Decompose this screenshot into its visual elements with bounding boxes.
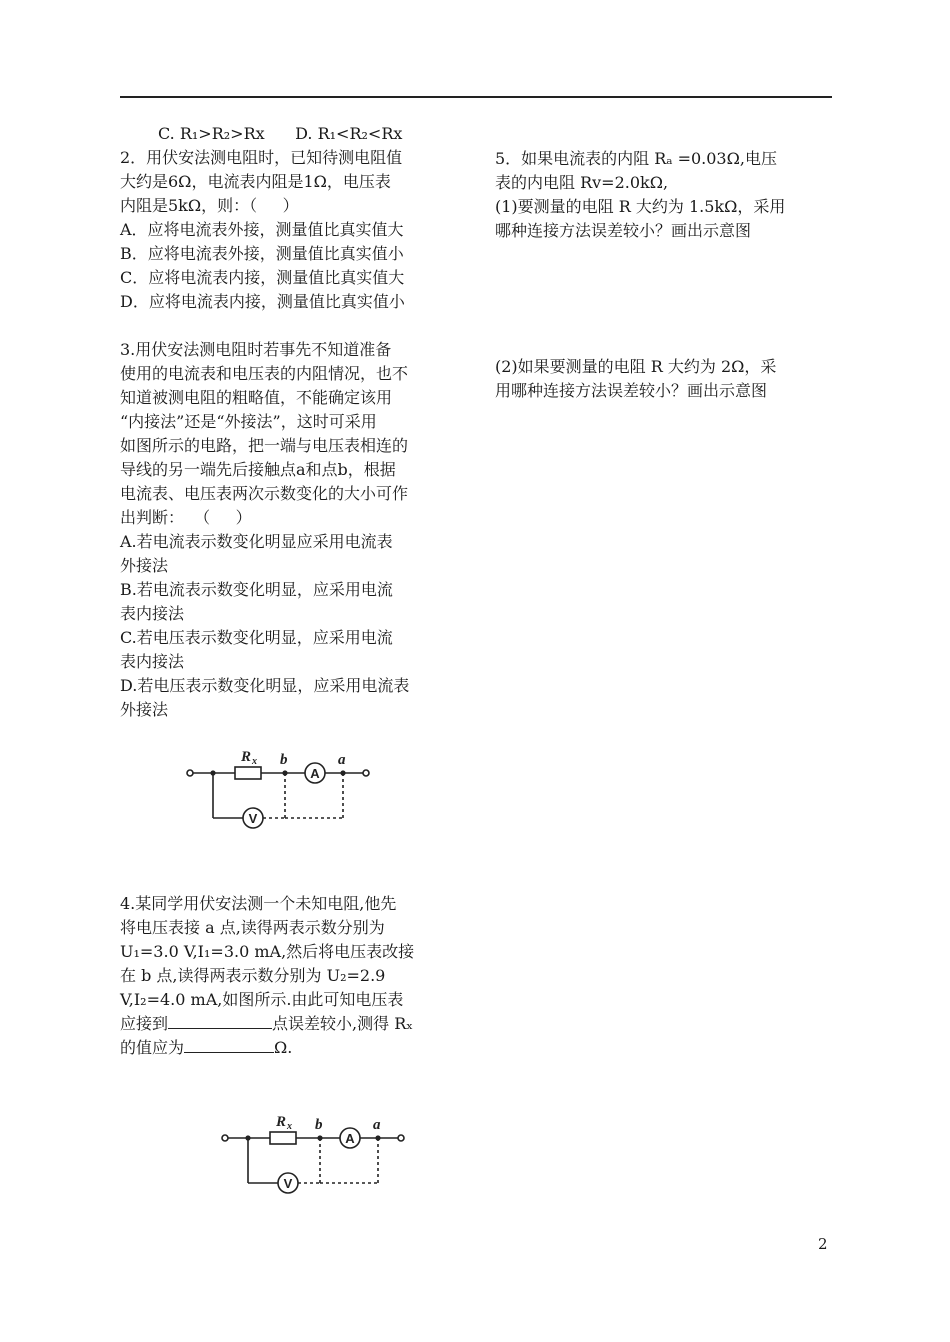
q3-line: 导线的另一端先后接触点a和点b，根据 xyxy=(120,460,396,479)
ammeter-symbol: A xyxy=(345,1131,355,1146)
q3-option: A.若电流表示数变化明显应采用电流表 xyxy=(120,532,393,551)
q4-line: 将电压表接 a 点,读得两表示数分别为 xyxy=(120,918,385,937)
q3-line: “内接法”还是“外接法”，这时可采用 xyxy=(120,412,377,431)
q5-line: 哪种连接方法误差较小？画出示意图 xyxy=(495,221,752,240)
q3-line: 电流表、电压表两次示数变化的大小可作 xyxy=(120,484,409,503)
point-a-label: a xyxy=(338,752,346,768)
resistor-subscript: x xyxy=(252,756,257,767)
point-b-label: b xyxy=(280,752,288,768)
q5-part2-line: (2)如果要测量的电阻 R 大约为 2Ω，采 xyxy=(495,357,777,376)
voltmeter-symbol: V xyxy=(248,811,258,826)
answer-blank-1[interactable] xyxy=(168,1012,272,1029)
q3-option: B.若电流表示数变化明显，应采用电流 xyxy=(120,580,393,599)
circuit-diagram-1 xyxy=(185,745,385,845)
q2-option: B．应将电流表外接，测量值比真实值小 xyxy=(120,244,404,263)
right-column xyxy=(495,147,835,403)
q3-line: 使用的电流表和电压表的内阻情况，也不 xyxy=(120,364,409,383)
q1-options: C. R₁>R₂>Rx D. R₁<R₂<Rx xyxy=(158,124,403,143)
q5-line: 5．如果电流表的内阻 Rₐ =0.03Ω,电压 xyxy=(495,149,777,168)
q3-option: 外接法 xyxy=(120,700,169,719)
q3-option: C.若电压表示数变化明显，应采用电流 xyxy=(120,628,393,647)
header-rule xyxy=(120,96,832,98)
q3-option: 表内接法 xyxy=(120,652,185,671)
q4-line: 在 b 点,读得两表示数分别为 U₂=2.9 xyxy=(120,966,386,985)
left-column xyxy=(120,122,460,722)
page-number: 2 xyxy=(818,1235,828,1253)
answer-blank-2[interactable] xyxy=(184,1036,274,1053)
q2-option: A．应将电流表外接，测量值比真实值大 xyxy=(120,220,404,239)
q4-line: U₁=3.0 V,I₁=3.0 mA,然后将电压表改接 xyxy=(120,942,415,961)
resistor-label: R xyxy=(241,749,252,765)
q4-line: V,I₂=4.0 mA,如图所示.由此可知电压表 xyxy=(120,990,404,1009)
q4-line: 4.某同学用伏安法测一个未知电阻,他先 xyxy=(120,894,397,913)
question-4 xyxy=(120,892,465,1060)
q3-line: 如图所示的电路，把一端与电压表相连的 xyxy=(120,436,409,455)
q2-line: 内阻是5kΩ，则：（ ） xyxy=(120,196,299,215)
q5-line: (1)要测量的电阻 R 大约为 1.5kΩ，采用 xyxy=(495,197,786,216)
q2-line: 大约是6Ω，电流表内阻是1Ω，电压表 xyxy=(120,172,391,191)
q3-option: 表内接法 xyxy=(120,604,185,623)
voltmeter-symbol: V xyxy=(283,1176,293,1191)
q5-line: 表的内电阻 Rv=2.0kΩ, xyxy=(495,173,669,192)
q3-line: 知道被测电阻的粗略值，不能确定该用 xyxy=(120,388,393,407)
resistor-subscript: x xyxy=(287,1121,292,1132)
q2-option: D．应将电流表内接，测量值比真实值小 xyxy=(120,292,405,311)
q4-fill-line-1: 应接到 点误差较小,测得 Rₓ xyxy=(120,1014,414,1033)
q3-line: 3.用伏安法测电阻时若事先不知道准备 xyxy=(120,340,392,359)
point-a-label: a xyxy=(373,1117,381,1133)
q3-line: 出判断： （ ） xyxy=(120,508,252,527)
q3-option: 外接法 xyxy=(120,556,169,575)
ammeter-symbol: A xyxy=(310,766,320,781)
q5-part2-line: 用哪种连接方法误差较小？画出示意图 xyxy=(495,381,768,400)
resistor-label: R xyxy=(276,1114,287,1130)
q3-option: D.若电压表示数变化明显，应采用电流表 xyxy=(120,676,410,695)
point-b-label: b xyxy=(315,1117,323,1133)
q2-line: 2．用伏安法测电阻时，已知待测电阻值 xyxy=(120,148,403,167)
circuit-diagram-2 xyxy=(220,1110,420,1210)
q4-fill-line-2: 的值应为 Ω. xyxy=(120,1038,293,1057)
q2-option: C．应将电流表内接，测量值比真实值大 xyxy=(120,268,405,287)
